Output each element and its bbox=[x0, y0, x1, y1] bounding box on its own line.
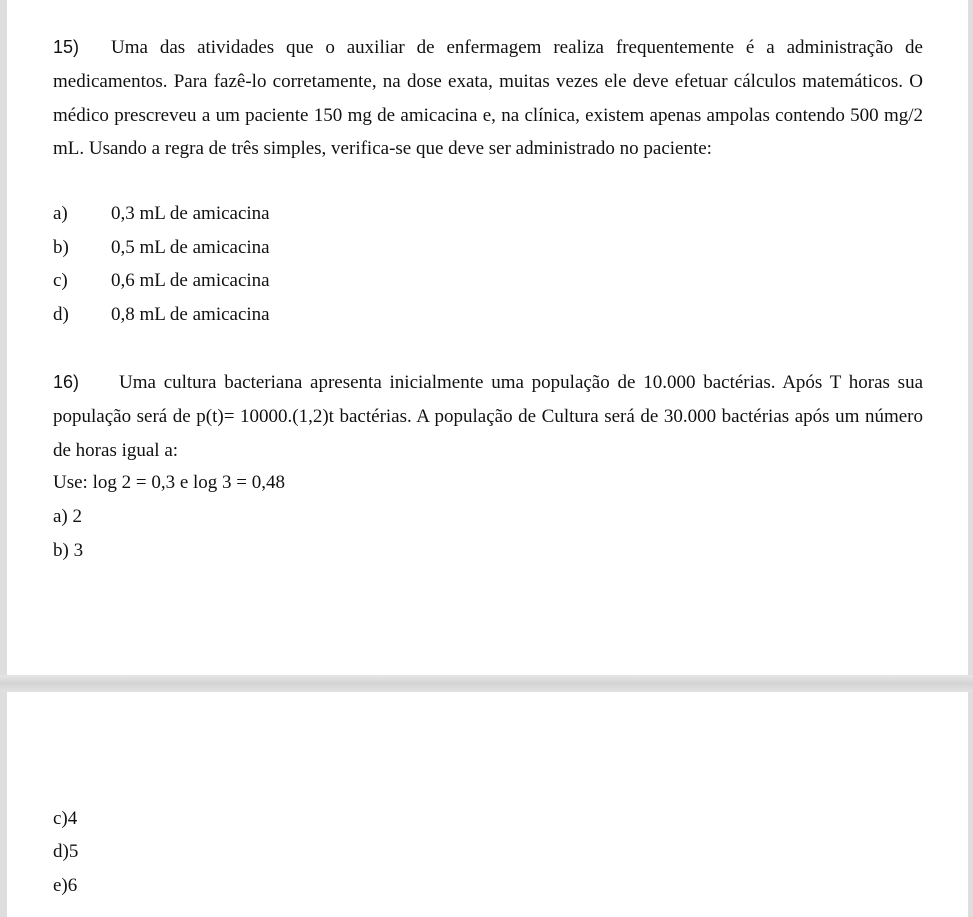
question-number: 16) bbox=[53, 372, 80, 392]
option-d[interactable]: d)5 bbox=[53, 841, 79, 862]
question-15 bbox=[53, 31, 923, 166]
option-text: 0,8 mL de amicacina bbox=[111, 304, 270, 325]
page-1 bbox=[7, 0, 968, 675]
option-a[interactable] bbox=[53, 203, 270, 225]
option-c[interactable]: c)4 bbox=[53, 808, 78, 829]
option-b[interactable]: b) 3 bbox=[53, 540, 84, 561]
option-letter: c) bbox=[53, 270, 68, 291]
option-letter: a) bbox=[53, 203, 68, 224]
question-number: 15) bbox=[53, 37, 80, 57]
question-16 bbox=[53, 366, 923, 467]
option-c[interactable] bbox=[53, 270, 270, 292]
question-text: Uma das atividades que o auxiliar de enfermagem realiza frequentemente é a administração de medicamentos. Para fazê-lo corretamente, na dose exata, muitas vezes ele deve efetuar cálculos matemáticos. O médico prescreveu a um paciente 150 mg de amicacina e, na clínica, existem apenas ampolas contendo 500 mg/2 mL. Usando a regra de três simples, verifica-se que deve ser administrado no paciente: bbox=[53, 37, 923, 160]
hint-text: Use: log 2 = 0,3 e log 3 = 0,48 bbox=[53, 472, 285, 493]
option-text: 0,3 mL de amicacina bbox=[111, 203, 270, 224]
option-text: 0,6 mL de amicacina bbox=[111, 270, 270, 291]
option-letter: d) bbox=[53, 304, 69, 325]
option-letter: b) bbox=[53, 237, 69, 258]
option-b[interactable] bbox=[53, 237, 270, 259]
option-e[interactable]: e)6 bbox=[53, 875, 78, 896]
option-d[interactable] bbox=[53, 304, 270, 326]
page-separator bbox=[0, 675, 973, 692]
page-2 bbox=[7, 692, 968, 917]
option-a[interactable]: a) 2 bbox=[53, 506, 83, 527]
question-text: Uma cultura bacteriana apresenta inicialmente uma população de 10.000 bactérias. Após T horas sua população será de p(t)= 10000.(1,2)t bactérias. A população de Cultura será de 30.000 bactérias após um número de horas igual a: bbox=[53, 372, 923, 461]
option-text: 0,5 mL de amicacina bbox=[111, 237, 270, 258]
